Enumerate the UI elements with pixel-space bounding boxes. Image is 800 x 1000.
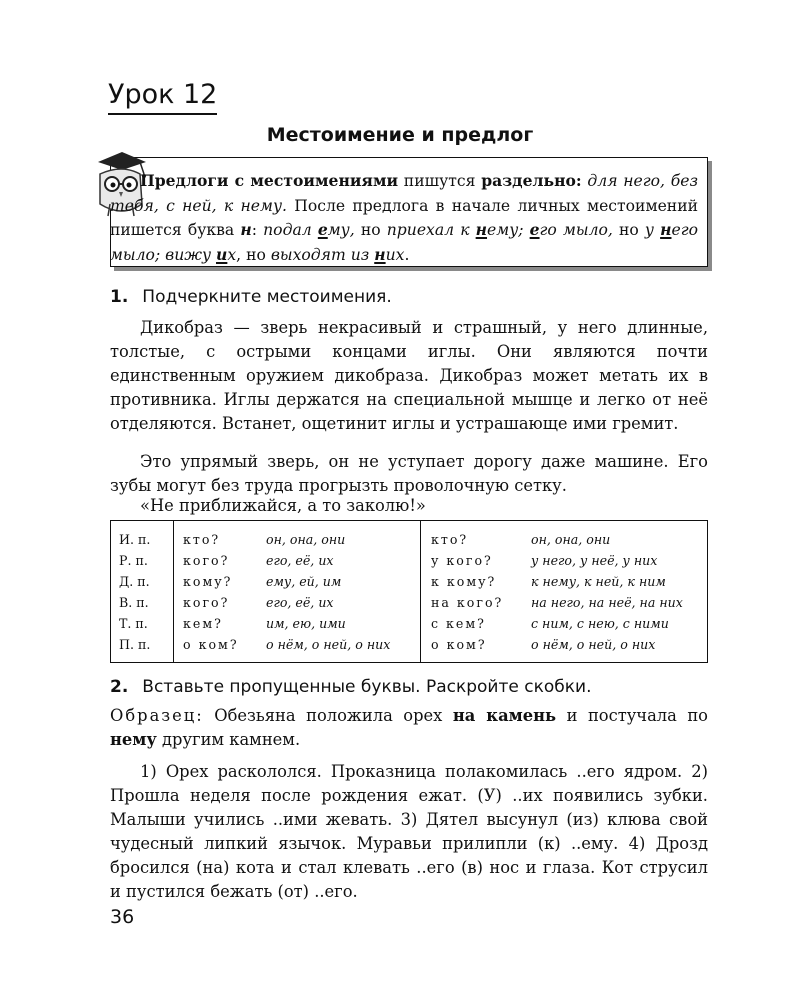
table-cell-case: И. п. <box>119 532 151 547</box>
table-cell-f2: на него, на неё, на них <box>531 595 683 610</box>
table-cell-q2: кто? <box>431 532 469 547</box>
table-cell-f2: с ним, с нею, с ними <box>531 616 669 631</box>
table-cell-q2: к кому? <box>431 574 497 589</box>
table-cell-case: Т. п. <box>119 616 148 631</box>
task-1-paragraph-3: «Не приближайся, а то заколю!» <box>140 496 426 515</box>
table-row <box>111 553 707 574</box>
table-cell-f1: его, её, их <box>266 553 334 568</box>
table-cell-f2: к нему, к ней, к ним <box>531 574 666 589</box>
task-2-text: 1) Орех раскололся. Проказница полакомилась ..его ядром. 2) Прошла неделя после рождения ежат. (У) ..их появились зубки. Малыши учились ..ими жевать. 3) Дятел высунул (из) клюва свой чудесный липкий язычок. Муравьи прилипли (к) ..ему. 4) Дрозд бросился (на) кота и стал клевать ..его (в) нос и глаза. Кот струсил и пустился бежать (от) ..его. <box>110 762 708 901</box>
table-cell-case: Р. п. <box>119 553 148 568</box>
table-cell-q2: с кем? <box>431 616 486 631</box>
table-cell-case: Д. п. <box>119 574 150 589</box>
table-cell-f2: у него, у неё, у них <box>531 553 658 568</box>
table-cell-q1: кем? <box>183 616 223 631</box>
rule-text: Предлоги с местоимениями пишутся раздельно: для него, без тебя, с ней, к нему. После предлога в начале личных местоимений пишется буква н: подал ему, но приехал к нему; его мыло, но у него мыло; вижу их, но выходят из них. <box>110 171 699 264</box>
table-cell-f1: он, она, они <box>266 532 346 547</box>
task-1-paragraph-2: Это упрямый зверь, он не уступает дорогу даже машине. Его зубы могут без труда прогрызть проволочную сетку. <box>110 452 708 495</box>
table-cell-case: В. п. <box>119 595 149 610</box>
table-cell-q1: кого? <box>183 595 230 610</box>
task-1-heading: 1. Подчеркните местоимения. <box>110 287 392 307</box>
table-cell-f2: он, она, они <box>531 532 611 547</box>
table-cell-q2: на кого? <box>431 595 504 610</box>
table-row <box>111 616 707 637</box>
table-row <box>111 637 707 658</box>
pronoun-table <box>110 520 708 663</box>
table-row <box>111 574 707 595</box>
task-2-sample: Образец: Обезьяна положила орех на камень и постучала по нему другим камнем. <box>110 706 708 749</box>
task-1-paragraph-1: Дикобраз — зверь некрасивый и страшный, у него длинные, толстые, с острыми концами иглы. Они являются почти единственным оружием дикобраза. Дикобраз может метать их в противника. Иглы держатся на специальной мышце и легко от неё отделяются. Встанет, ощетинит иглы и устрашающе ими гремит. <box>110 318 708 433</box>
table-cell-f1: им, ею, ими <box>266 616 346 631</box>
table-cell-f1: ему, ей, им <box>266 574 342 589</box>
table-row <box>111 532 707 553</box>
table-cell-q1: кого? <box>183 553 230 568</box>
table-row <box>111 595 707 616</box>
table-cell-q2: у кого? <box>431 553 493 568</box>
task-2-heading: 2. Вставьте пропущенные буквы. Раскройте скобки. <box>110 677 592 697</box>
table-cell-f2: о нём, о ней, о них <box>531 637 656 652</box>
table-cell-q1: кому? <box>183 574 233 589</box>
table-cell-case: П. п. <box>119 637 151 652</box>
table-cell-q1: о ком? <box>183 637 239 652</box>
topic-title: Местоимение и предлог <box>266 124 534 146</box>
lesson-title: Урок 12 <box>108 80 217 115</box>
rule-term: Предлоги с местоимениями <box>140 171 399 190</box>
table-cell-f1: о нём, о ней, о них <box>266 637 391 652</box>
table-cell-f1: его, её, их <box>266 595 334 610</box>
table-cell-q2: о ком? <box>431 637 487 652</box>
table-cell-q1: кто? <box>183 532 221 547</box>
page-number: 36 <box>110 906 135 928</box>
